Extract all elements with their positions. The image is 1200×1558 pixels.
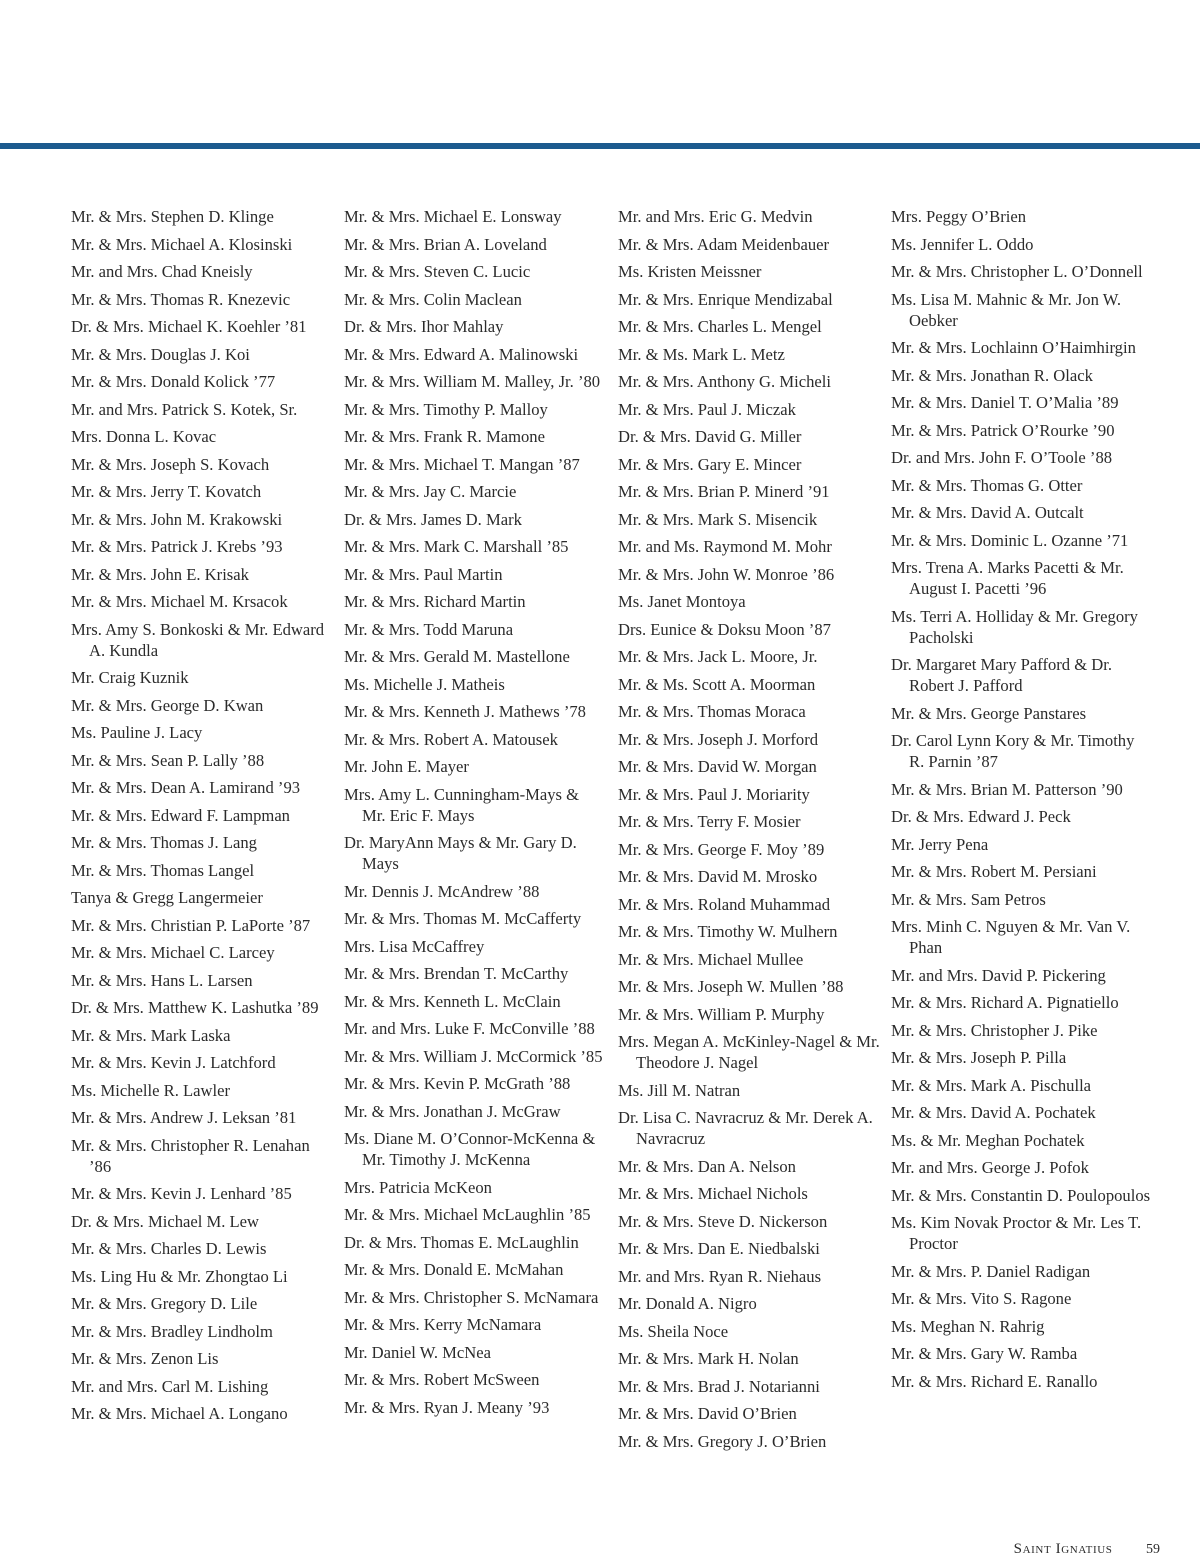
donor-entry: Mr. & Mrs. Steve D. Nickerson	[618, 1211, 828, 1231]
donor-entry: Mr. & Mrs. Michael A. Longano	[71, 1404, 288, 1423]
donor-entry: Mr. & Mrs. Roland Muhammad	[618, 894, 831, 914]
donor-entry: Mr. & Mrs. Gary E. Mincer	[618, 454, 802, 474]
donor-entry: Mr. & Mrs. Mark C. Marshall ’85	[344, 537, 569, 556]
donor-entry: Mr. and Mrs. Patrick S. Kotek, Sr.	[71, 399, 298, 419]
donor-entry: Tanya & Gregg Langermeier	[71, 888, 263, 907]
donor-entry: Mr. & Mrs. Thomas Langel	[71, 860, 255, 880]
donor-entry: Mr. & Mrs. Stephen D. Klinge	[71, 207, 274, 226]
donor-entry: Mr. & Mrs. William J. McCormick ’85	[344, 1046, 603, 1066]
donor-entry: Mr. & Mrs. Joseph W. Mullen ’88	[618, 977, 844, 996]
donor-entry: Mr. and Mrs. David P. Pickering	[891, 965, 1106, 985]
donor-entry: Dr. Carol Lynn Kory & Mr. Timothy R. Parnin ’87	[891, 731, 1135, 771]
donor-entry: Ms. Jennifer L. Oddo	[891, 234, 1034, 254]
donor-entry: Mr. & Mrs. Joseph P. Pilla	[891, 1048, 1067, 1067]
donor-entry: Mr. & Mrs. George F. Moy ’89	[618, 839, 825, 859]
donor-entry: Mr. & Mrs. Mark H. Nolan	[618, 1349, 799, 1368]
donor-entry: Mr. & Mrs. George Panstares	[891, 703, 1087, 723]
donor-entry: Mr. & Mrs. Christopher S. McNamara	[344, 1287, 599, 1307]
donor-entry: Ms. Jill M. Natran	[618, 1080, 741, 1100]
donor-entry: Mr. & Mrs. Gregory J. O’Brien	[618, 1431, 827, 1451]
donor-entry: Ms. Diane M. O’Connor-McKenna & Mr. Timothy J. McKenna	[344, 1129, 596, 1169]
donor-entry: Mr. & Mrs. Adam Meidenbauer	[618, 234, 830, 254]
donor-entry: Dr. & Mrs. James D. Mark	[344, 509, 522, 529]
donor-entry: Mr. & Mrs. Brian P. Minerd ’91	[618, 482, 830, 501]
donor-entry: Mr. & Mrs. Constantin D. Poulopoulos	[891, 1185, 1151, 1205]
donor-entry: Ms. Kim Novak Proctor & Mr. Les T. Proctor	[891, 1213, 1142, 1253]
donor-list	[0, 206, 1200, 1496]
donor-entry: Mr. & Mrs. Michael T. Mangan ’87	[344, 454, 580, 474]
donor-entry: Mr. & Mrs. David O’Brien	[618, 1404, 797, 1423]
donor-entry: Mr. & Mrs. Paul J. Miczak	[618, 399, 796, 419]
donor-entry: Mrs. Minh C. Nguyen & Mr. Van V. Phan	[891, 917, 1131, 957]
donor-entry: Mr. & Mrs. Charles D. Lewis	[71, 1239, 267, 1258]
donor-entry: Mr. and Mrs. George J. Pofok	[891, 1158, 1089, 1177]
page-number: 59	[1146, 1542, 1160, 1557]
donor-entry: Mr. & Mrs. Anthony G. Micheli	[618, 372, 831, 391]
donor-entry: Mr. & Mrs. Brendan T. McCarthy	[344, 964, 569, 983]
donor-entry: Ms. Pauline J. Lacy	[71, 723, 203, 742]
donor-entry: Mr. & Mrs. Bradley Lindholm	[71, 1321, 273, 1341]
donor-entry: Mr. & Mrs. Michael Mullee	[618, 949, 804, 969]
donor-entry: Dr. Lisa C. Navracruz & Mr. Derek A. Navracruz	[618, 1108, 873, 1148]
donor-entry: Dr. MaryAnn Mays & Mr. Gary D. Mays	[344, 833, 577, 873]
donor-entry: Mr. & Mrs. Daniel T. O’Malia ’89	[891, 393, 1119, 412]
donor-entry: Mr. & Mrs. Dan A. Nelson	[618, 1156, 796, 1176]
donor-entry: Mr. & Mrs. Patrick O’Rourke ’90	[891, 420, 1115, 440]
donor-entry: Mr. & Mrs. Gregory D. Lile	[71, 1294, 258, 1313]
donor-entry: Dr. & Mrs. Matthew K. Lashutka ’89	[71, 998, 319, 1017]
donor-entry: Mr. & Mrs. Jack L. Moore, Jr.	[618, 647, 818, 666]
donor-entry: Mr. & Mrs. Sam Petros	[891, 889, 1046, 909]
donor-entry: Mr. & Mrs. George D. Kwan	[71, 695, 264, 715]
donor-entry: Mr. & Mrs. Christopher L. O’Donnell	[891, 262, 1143, 281]
donor-entry: Mr. and Mrs. Luke F. McConville ’88	[344, 1019, 595, 1038]
donor-entry: Mr. & Mrs. Jonathan J. McGraw	[344, 1101, 561, 1121]
donor-entry: Mr. & Mrs. David M. Mrosko	[618, 867, 818, 886]
donor-entry: Mr. & Mrs. Joseph S. Kovach	[71, 454, 270, 474]
donor-entry: Mr. & Mrs. Kenneth L. McClain	[344, 991, 561, 1011]
donor-entry: Mr. & Mrs. Robert A. Matousek	[344, 729, 558, 749]
donor-entry: Mr. & Mrs. Richard A. Pignatiello	[891, 993, 1119, 1012]
donor-column-1	[71, 206, 333, 1431]
donor-entry: Ms. Sheila Noce	[618, 1321, 729, 1341]
donor-entry: Mr. & Mrs. David A. Pochatek	[891, 1103, 1096, 1122]
donor-entry: Mr. and Mrs. Chad Kneisly	[71, 262, 253, 281]
donor-entry: Ms. Meghan N. Rahrig	[891, 1316, 1045, 1336]
donor-entry: Mr. & Mrs. Brian M. Patterson ’90	[891, 779, 1123, 799]
donor-entry: Mr. & Mrs. Robert McSween	[344, 1370, 540, 1389]
donor-entry: Mr. Daniel W. McNea	[344, 1342, 492, 1362]
donor-entry: Mr. & Mrs. Kerry McNamara	[344, 1315, 542, 1334]
donor-entry: Mr. & Mrs. Hans L. Larsen	[71, 970, 253, 990]
donor-entry: Mr. John E. Mayer	[344, 757, 469, 776]
donor-entry: Mrs. Megan A. McKinley-Nagel & Mr. Theodore J. Nagel	[618, 1032, 880, 1072]
donor-entry: Mr. & Mrs. Brian A. Loveland	[344, 234, 547, 254]
donor-entry: Ms. Terri A. Holliday & Mr. Gregory Pacholski	[891, 606, 1138, 647]
donor-entry: Mr. & Mrs. John W. Monroe ’86	[618, 564, 835, 584]
donor-entry: Mr. & Mrs. David W. Morgan	[618, 757, 817, 776]
donor-entry: Mr. & Mrs. Christian P. LaPorte ’87	[71, 915, 311, 935]
donor-entry: Mr. & Mrs. Todd Maruna	[344, 619, 514, 639]
donor-entry: Mr. & Mrs. Dan E. Niedbalski	[618, 1239, 820, 1258]
publication-name: Saint Ignatius	[1013, 1541, 1113, 1557]
donor-entry: Mr. & Mrs. Jonathan R. Olack	[891, 365, 1093, 385]
donor-entry: Mr. & Mrs. Terry F. Mosier	[618, 812, 801, 831]
donor-entry: Mr. & Mrs. Richard E. Ranallo	[891, 1371, 1098, 1391]
donor-entry: Mr. & Mrs. Frank R. Mamone	[344, 427, 545, 446]
donor-entry: Mr. & Mrs. Mark Laska	[71, 1025, 231, 1045]
donor-entry: Mr. & Mrs. Joseph J. Morford	[618, 729, 819, 749]
donor-entry: Mr. & Mrs. William M. Malley, Jr. ’80	[344, 372, 601, 391]
donor-entry: Mr. & Mrs. Kevin J. Latchford	[71, 1053, 276, 1072]
donor-entry: Mr. & Mrs. Mark S. Misencik	[618, 509, 818, 529]
donor-entry: Mr. & Mrs. Paul J. Moriarity	[618, 784, 810, 804]
donor-entry: Mr. & Mrs. Andrew J. Leksan ’81	[71, 1108, 297, 1127]
donor-entry: Mr. & Mrs. Timothy W. Mulhern	[618, 922, 838, 941]
donor-entry: Mr. & Mrs. Jay C. Marcie	[344, 482, 517, 501]
donor-entry: Mr. & Mrs. William P. Murphy	[618, 1004, 825, 1024]
donor-entry: Mr. & Mrs. Ryan J. Meany ’93	[344, 1397, 550, 1417]
donor-entry: Mr. Jerry Pena	[891, 834, 989, 854]
donor-entry: Ms. Janet Montoya	[618, 592, 746, 611]
donor-entry: Mr. & Mrs. Gary W. Ramba	[891, 1344, 1078, 1363]
donor-entry: Mrs. Donna L. Kovac	[71, 427, 217, 446]
donor-entry: Mr. & Mrs. Colin Maclean	[344, 289, 522, 309]
donor-entry: Mr. & Mrs. David A. Outcalt	[891, 503, 1084, 522]
donor-column-3	[618, 206, 880, 1458]
donor-entry: Ms. Ling Hu & Mr. Zhongtao Li	[71, 1266, 288, 1286]
donor-entry: Mrs. Patricia McKeon	[344, 1177, 492, 1197]
donor-entry: Dr. & Mrs. David G. Miller	[618, 427, 802, 446]
donor-entry: Mr. & Mrs. Sean P. Lally ’88	[71, 750, 265, 770]
donor-entry: Mr. & Ms. Scott A. Moorman	[618, 674, 816, 694]
donor-entry: Mr. & Mrs. Thomas Moraca	[618, 702, 806, 721]
donor-entry: Mr. & Ms. Mark L. Metz	[618, 344, 785, 364]
donor-entry: Mr. & Mrs. Charles L. Mengel	[618, 317, 822, 336]
donor-entry: Mr. & Mrs. Michael A. Klosinski	[71, 234, 293, 254]
donor-entry: Mr. & Mrs. John E. Krisak	[71, 564, 249, 584]
donor-entry: Mr. & Mrs. Edward A. Malinowski	[344, 344, 579, 364]
donor-entry: Mr. Craig Kuznik	[71, 668, 189, 687]
donor-entry: Dr. & Mrs. Edward J. Peck	[891, 807, 1071, 826]
donor-entry: Ms. Kristen Meissner	[618, 262, 762, 281]
donor-entry: Mr. & Mrs. Jerry T. Kovatch	[71, 482, 262, 501]
donor-entry: Mr. & Mrs. Brad J. Notarianni	[618, 1376, 820, 1396]
donor-entry: Mr. & Mrs. Mark A. Pischulla	[891, 1075, 1092, 1095]
header-rule	[0, 143, 1200, 149]
donor-entry: Mr. & Mrs. Richard Martin	[344, 592, 526, 611]
donor-entry: Mr. & Mrs. Michael Nichols	[618, 1184, 808, 1203]
donor-entry: Dr. & Mrs. Michael M. Lew	[71, 1211, 260, 1231]
donor-entry: Mr. & Mrs. Thomas J. Lang	[71, 833, 257, 852]
page-footer	[1014, 1541, 1160, 1558]
donor-entry: Mr. & Mrs. Douglas J. Koi	[71, 344, 250, 364]
donor-entry: Mr. & Mrs. Thomas M. McCafferty	[344, 909, 582, 928]
donor-entry: Mr. and Mrs. Eric G. Medvin	[618, 207, 813, 226]
donor-entry: Mr. & Mrs. Michael E. Lonsway	[344, 207, 562, 226]
donor-entry: Mr. & Mrs. Thomas R. Knezevic	[71, 289, 291, 309]
donor-entry: Mr. & Mrs. Robert M. Persiani	[891, 862, 1097, 881]
donor-entry: Mr. Donald A. Nigro	[618, 1294, 757, 1313]
donor-entry: Dr. Margaret Mary Pafford & Dr. Robert J. Pafford	[891, 655, 1113, 695]
donor-entry: Mr. & Mrs. Zenon Lis	[71, 1349, 219, 1368]
donor-entry: Mr. & Mrs. Timothy P. Malloy	[344, 399, 548, 419]
donor-entry: Mr. & Mrs. John M. Krakowski	[71, 509, 283, 529]
donor-entry: Mr. & Mrs. Kevin P. McGrath ’88	[344, 1074, 571, 1093]
donor-entry: Mr. & Mrs. Enrique Mendizabal	[618, 289, 833, 309]
donor-entry: Mr. & Mrs. Donald E. McMahan	[344, 1260, 564, 1279]
donor-entry: Ms. Michelle J. Matheis	[344, 674, 505, 694]
donor-entry: Mr. & Mrs. Donald Kolick ’77	[71, 372, 276, 391]
donor-entry: Mr. and Ms. Raymond M. Mohr	[618, 537, 832, 556]
donor-entry: Mr. & Mrs. Vito S. Ragone	[891, 1289, 1072, 1308]
donor-entry: Mr. Dennis J. McAndrew ’88	[344, 881, 540, 901]
donor-entry: Mr. & Mrs. P. Daniel Radigan	[891, 1261, 1091, 1281]
donor-entry: Mrs. Amy S. Bonkoski & Mr. Edward A. Kundla	[71, 619, 325, 660]
donor-entry: Mr. & Mrs. Michael McLaughlin ’85	[344, 1205, 591, 1224]
donor-entry: Dr. & Mrs. Michael K. Koehler ’81	[71, 317, 307, 336]
donor-entry: Dr. and Mrs. John F. O’Toole ’88	[891, 448, 1113, 467]
donor-entry: Mr. & Mrs. Paul Martin	[344, 564, 503, 584]
donor-entry: Mr. and Mrs. Ryan R. Niehaus	[618, 1266, 822, 1286]
donor-entry: Mr. & Mrs. Dominic L. Ozanne ’71	[891, 530, 1129, 550]
donor-entry: Dr. & Mrs. Thomas E. McLaughlin	[344, 1232, 579, 1252]
donor-entry: Mr. & Mrs. Edward F. Lampman	[71, 805, 290, 825]
donor-entry: Mr. & Mrs. Gerald M. Mastellone	[344, 647, 570, 666]
donor-column-2	[344, 206, 606, 1424]
donor-column-4	[891, 206, 1153, 1398]
donor-entry: Mrs. Peggy O’Brien	[891, 207, 1027, 226]
donor-entry: Mr. & Mrs. Christopher J. Pike	[891, 1020, 1098, 1040]
donor-entry: Ms. Michelle R. Lawler	[71, 1080, 230, 1100]
donor-entry: Mr. & Mrs. Steven C. Lucic	[344, 262, 531, 281]
donor-entry: Mr. and Mrs. Carl M. Lishing	[71, 1376, 269, 1396]
donor-entry: Mr. & Mrs. Lochlainn O’Haimhirgin	[891, 338, 1136, 357]
donor-entry: Drs. Eunice & Doksu Moon ’87	[618, 619, 831, 639]
donor-entry: Mrs. Trena A. Marks Pacetti & Mr. August I. Pacetti ’96	[891, 558, 1124, 598]
donor-entry: Mr. & Mrs. Michael C. Larcey	[71, 943, 275, 962]
donor-entry: Mr. & Mrs. Christopher R. Lenahan ’86	[71, 1135, 310, 1176]
donor-entry: Ms. & Mr. Meghan Pochatek	[891, 1130, 1085, 1150]
donor-entry: Mrs. Lisa McCaffrey	[344, 936, 485, 956]
donor-entry: Mr. & Mrs. Patrick J. Krebs ’93	[71, 537, 283, 556]
donor-entry: Mr. & Mrs. Kenneth J. Mathews ’78	[344, 702, 586, 721]
donor-entry: Mr. & Mrs. Dean A. Lamirand ’93	[71, 778, 301, 797]
donor-entry: Mr. & Mrs. Kevin J. Lenhard ’85	[71, 1184, 292, 1203]
donor-entry: Ms. Lisa M. Mahnic & Mr. Jon W. Oebker	[891, 289, 1122, 330]
donor-entry: Mrs. Amy L. Cunningham-Mays & Mr. Eric F. Mays	[344, 784, 580, 825]
donor-entry: Mr. & Mrs. Thomas G. Otter	[891, 475, 1083, 495]
donor-entry: Mr. & Mrs. Michael M. Krsacok	[71, 592, 288, 611]
donor-entry: Dr. & Mrs. Ihor Mahlay	[344, 317, 504, 336]
